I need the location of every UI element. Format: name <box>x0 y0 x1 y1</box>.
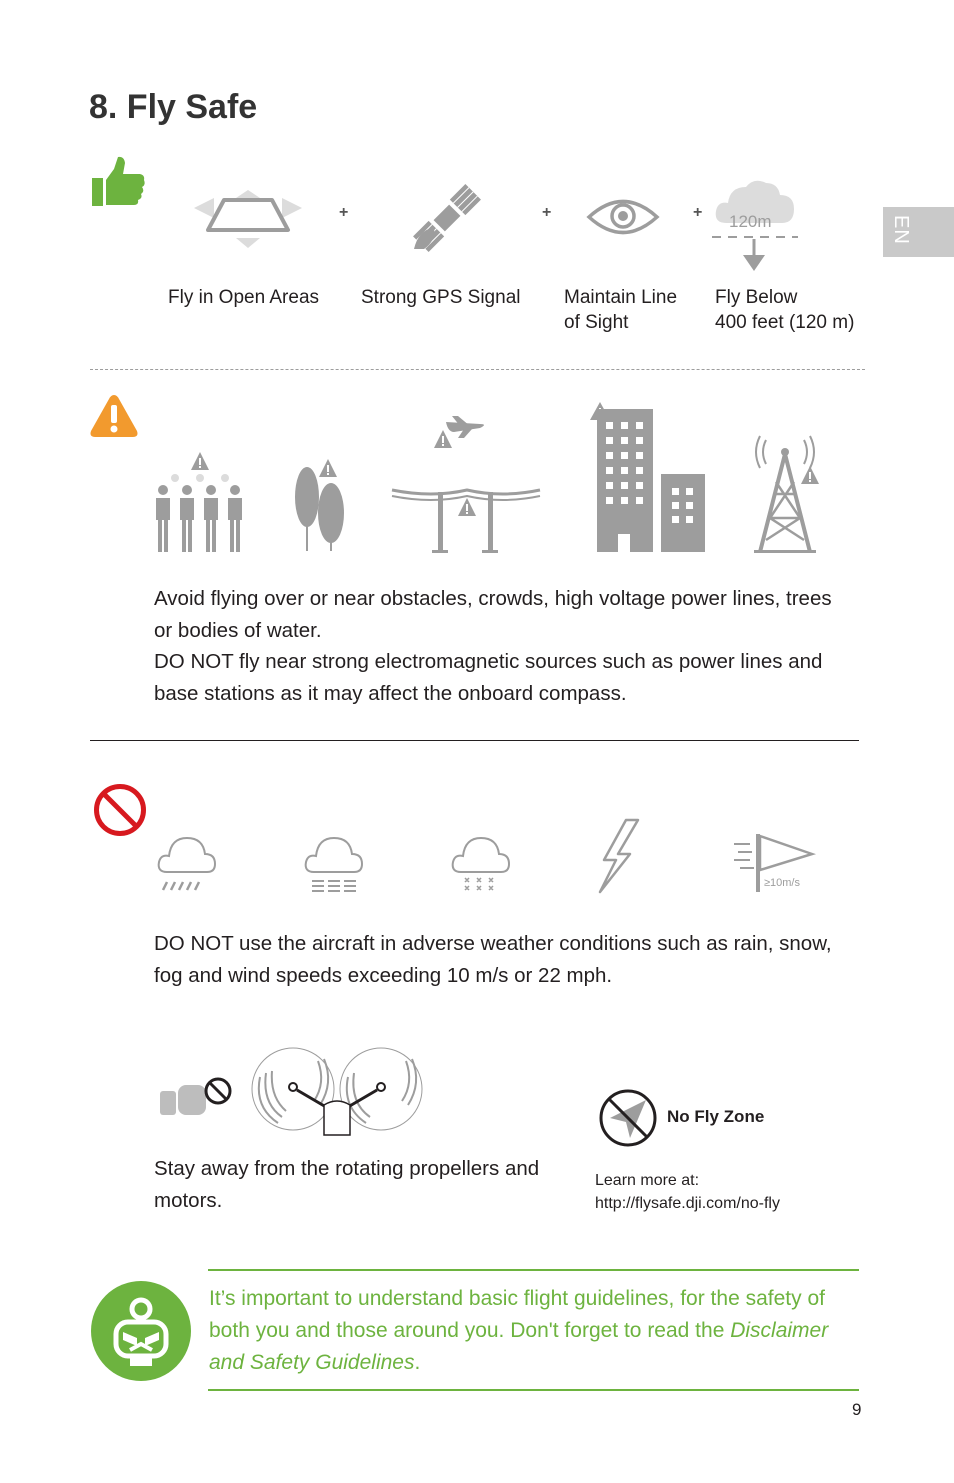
propeller-icon <box>250 1047 424 1137</box>
learn-more-text: Learn more at: <box>595 1172 700 1189</box>
caption-fly-below: Fly Below 400 feet (120 m) <box>715 287 855 333</box>
safety-note <box>209 1283 869 1379</box>
altitude-label: 120m <box>729 212 772 231</box>
eye-icon <box>586 196 660 238</box>
note-bottom-rule <box>208 1389 859 1391</box>
prohibited-icon <box>93 783 147 837</box>
wind-speed-label: ≥10m/s <box>764 877 800 889</box>
satellite-icon <box>412 183 482 253</box>
no-touch-icon <box>160 1075 236 1117</box>
language-tab-label: EN <box>890 215 912 245</box>
no-fly-link[interactable]: http://flysafe.dji.com/no-fly <box>595 1195 780 1212</box>
trees-icon <box>293 457 347 553</box>
caption-open-areas: Fly in Open Areas <box>168 287 320 308</box>
caption-gps-signal: Strong GPS Signal <box>361 287 521 308</box>
safety-note-text: It’s important to understand basic flight guidelines, for the safety of both you and those around you. Don't forget to read the <box>209 1287 825 1342</box>
rain-icon <box>157 834 217 894</box>
propellers-text: Stay away from the rotating propellers and motors. <box>154 1157 540 1212</box>
no-fly-zone-title: No Fly Zone <box>667 1107 765 1126</box>
pilot-icon <box>90 1280 192 1382</box>
language-tab[interactable] <box>883 207 954 257</box>
no-fly-zone-icon <box>598 1088 658 1148</box>
snow-icon <box>451 834 511 894</box>
open-area-icon <box>194 190 302 250</box>
obstacles-paragraph: Avoid flying over or near obstacles, crowds, high voltage power lines, trees or bodies of water. <box>154 587 832 642</box>
lightning-icon <box>596 818 648 894</box>
obstacles-text <box>154 583 854 709</box>
crowd-icon <box>153 450 245 554</box>
base-station-icon <box>752 432 824 554</box>
power-lines-icon <box>392 418 542 554</box>
fog-icon <box>304 834 364 894</box>
disclaimer-link[interactable]: Disclaimer and Safety Guidelines <box>209 1319 829 1374</box>
warning-icon <box>89 393 139 439</box>
plus-sign: + <box>542 204 552 221</box>
section-divider <box>90 740 859 741</box>
section-divider-dashed <box>90 369 865 370</box>
electromagnetic-paragraph: DO NOT fly near strong electromagnetic sources such as power lines and base stations as it may affect the onboard compass. <box>154 650 823 705</box>
page-number: 9 <box>852 1400 862 1419</box>
buildings-icon <box>588 402 706 552</box>
note-top-rule <box>208 1269 859 1271</box>
page-title: 8. Fly Safe <box>89 88 258 126</box>
thumbs-up-icon <box>92 157 146 207</box>
plus-sign: + <box>339 204 349 221</box>
weather-text: DO NOT use the aircraft in adverse weather conditions such as rain, snow, fog and wind speeds exceeding 10 m/s or 22 mph. <box>154 932 832 987</box>
plus-sign: + <box>693 204 703 221</box>
safety-note-end: . <box>414 1351 421 1374</box>
caption-line-of-sight: Maintain Line of Sight <box>564 287 678 333</box>
